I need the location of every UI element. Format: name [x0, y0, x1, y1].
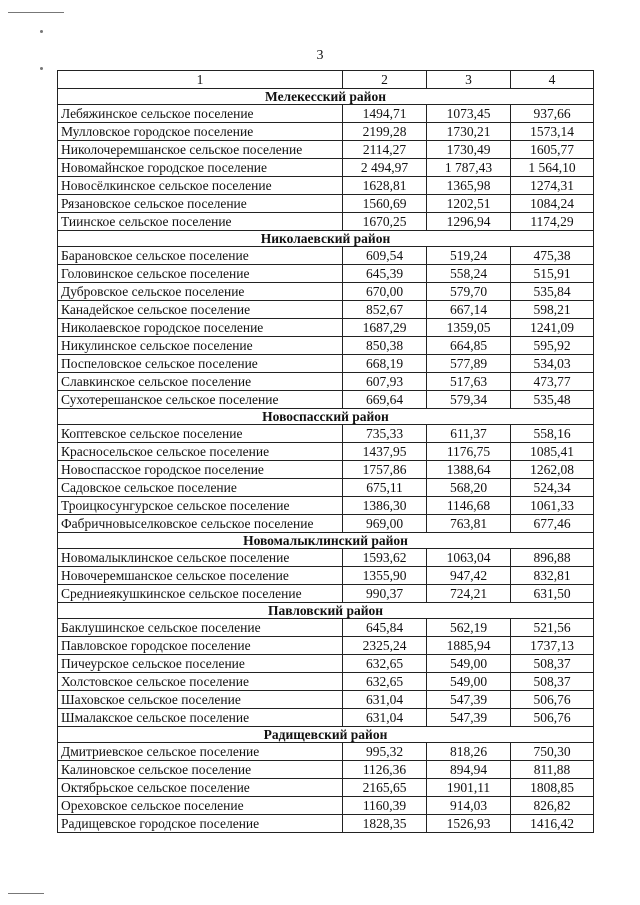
settlement-name-cell: Шмалакское сельское поселение	[58, 709, 343, 727]
table-row	[58, 105, 594, 123]
settlements-table	[57, 70, 594, 833]
district-name: Новоспасский район	[58, 409, 594, 425]
settlement-name-cell: Коптевское сельское поселение	[58, 425, 343, 443]
value-col-2-cell: 607,93	[343, 373, 427, 391]
value-col-3-cell: 611,37	[427, 425, 511, 443]
settlement-name-cell: Мулловское городское поселение	[58, 123, 343, 141]
table-row	[58, 797, 594, 815]
value-col-3-cell: 579,70	[427, 283, 511, 301]
district-name: Мелекесский район	[58, 89, 594, 105]
value-col-4-cell: 1061,33	[511, 497, 594, 515]
value-col-3-cell: 667,14	[427, 301, 511, 319]
value-col-4-cell: 1085,41	[511, 443, 594, 461]
value-col-4-cell: 558,16	[511, 425, 594, 443]
value-col-3-cell: 818,26	[427, 743, 511, 761]
value-col-2-cell: 669,64	[343, 391, 427, 409]
table-row	[58, 815, 594, 833]
value-col-2-cell: 1355,90	[343, 567, 427, 585]
settlement-name-cell: Красносельское сельское поселение	[58, 443, 343, 461]
value-col-2-cell: 1494,71	[343, 105, 427, 123]
value-col-4-cell: 1737,13	[511, 637, 594, 655]
value-col-3-cell: 664,85	[427, 337, 511, 355]
value-col-2-cell: 609,54	[343, 247, 427, 265]
table-row	[58, 479, 594, 497]
value-col-2-cell: 1386,30	[343, 497, 427, 515]
district-header-row	[58, 533, 594, 549]
table-row	[58, 265, 594, 283]
settlement-name-cell: Сухотерешанское сельское поселение	[58, 391, 343, 409]
table-row	[58, 425, 594, 443]
settlement-name-cell: Дубровское сельское поселение	[58, 283, 343, 301]
value-col-2-cell: 2325,24	[343, 637, 427, 655]
table-row	[58, 355, 594, 373]
value-col-2-cell: 852,67	[343, 301, 427, 319]
value-col-2-cell: 675,11	[343, 479, 427, 497]
value-col-3-cell: 549,00	[427, 673, 511, 691]
district-header-row	[58, 603, 594, 619]
value-col-2-cell: 1757,86	[343, 461, 427, 479]
table-row	[58, 213, 594, 231]
table-row	[58, 159, 594, 177]
value-col-3-cell: 914,03	[427, 797, 511, 815]
settlement-name-cell: Павловское городское поселение	[58, 637, 343, 655]
value-col-4-cell: 1174,29	[511, 213, 594, 231]
table-row	[58, 655, 594, 673]
settlement-name-cell: Холстовское сельское поселение	[58, 673, 343, 691]
settlement-name-cell: Пичеурское сельское поселение	[58, 655, 343, 673]
value-col-3-cell: 549,00	[427, 655, 511, 673]
value-col-2-cell: 2199,28	[343, 123, 427, 141]
value-col-2-cell: 2114,27	[343, 141, 427, 159]
value-col-4-cell: 534,03	[511, 355, 594, 373]
value-col-3-cell: 1901,11	[427, 779, 511, 797]
settlement-name-cell: Шаховское сельское поселение	[58, 691, 343, 709]
settlement-name-cell: Новоспасское городское поселение	[58, 461, 343, 479]
value-col-3-cell: 562,19	[427, 619, 511, 637]
value-col-3-cell: 894,94	[427, 761, 511, 779]
table-row	[58, 391, 594, 409]
value-col-2-cell: 2165,65	[343, 779, 427, 797]
value-col-3-cell: 558,24	[427, 265, 511, 283]
value-col-4-cell: 811,88	[511, 761, 594, 779]
scan-mark	[8, 893, 44, 894]
table-row	[58, 585, 594, 603]
page-number: 3	[316, 48, 324, 63]
value-col-3-cell: 1146,68	[427, 497, 511, 515]
table-row	[58, 743, 594, 761]
value-col-2-cell: 1126,36	[343, 761, 427, 779]
settlement-name-cell: Фабричновыселковское сельское поселение	[58, 515, 343, 533]
table-row	[58, 691, 594, 709]
value-col-2-cell: 631,04	[343, 709, 427, 727]
table-row	[58, 373, 594, 391]
settlement-name-cell: Николаевское городское поселение	[58, 319, 343, 337]
value-col-2-cell: 1160,39	[343, 797, 427, 815]
settlement-name-cell: Троицкосунгурское сельское поселение	[58, 497, 343, 515]
value-col-3-cell: 577,89	[427, 355, 511, 373]
header-col-2: 2	[343, 71, 427, 89]
value-col-3-cell: 547,39	[427, 709, 511, 727]
settlement-name-cell: Славкинское сельское поселение	[58, 373, 343, 391]
value-col-2-cell: 969,00	[343, 515, 427, 533]
value-col-4-cell: 1084,24	[511, 195, 594, 213]
settlement-name-cell: Новочеремшанское сельское поселение	[58, 567, 343, 585]
settlement-name-cell: Садовское сельское поселение	[58, 479, 343, 497]
value-col-2-cell: 2 494,97	[343, 159, 427, 177]
value-col-4-cell: 524,34	[511, 479, 594, 497]
value-col-4-cell: 521,56	[511, 619, 594, 637]
table-row	[58, 319, 594, 337]
settlement-name-cell: Головинское сельское поселение	[58, 265, 343, 283]
header-col-4: 4	[511, 71, 594, 89]
value-col-4-cell: 1274,31	[511, 177, 594, 195]
header-col-3: 3	[427, 71, 511, 89]
settlement-name-cell: Баклушинское сельское поселение	[58, 619, 343, 637]
table-row	[58, 301, 594, 319]
settlement-name-cell: Ореховское сельское поселение	[58, 797, 343, 815]
settlement-name-cell: Радищевское городское поселение	[58, 815, 343, 833]
value-col-4-cell: 832,81	[511, 567, 594, 585]
value-col-4-cell: 535,84	[511, 283, 594, 301]
value-col-4-cell: 937,66	[511, 105, 594, 123]
header-col-1: 1	[58, 71, 343, 89]
value-col-2-cell: 645,84	[343, 619, 427, 637]
value-col-4-cell: 1808,85	[511, 779, 594, 797]
table-body	[58, 89, 594, 833]
value-col-3-cell: 568,20	[427, 479, 511, 497]
table-row	[58, 709, 594, 727]
value-col-2-cell: 1628,81	[343, 177, 427, 195]
table-row	[58, 779, 594, 797]
table-row	[58, 461, 594, 479]
value-col-4-cell: 1 564,10	[511, 159, 594, 177]
value-col-3-cell: 519,24	[427, 247, 511, 265]
value-col-3-cell: 517,63	[427, 373, 511, 391]
district-name: Радищевский район	[58, 727, 594, 743]
table-row	[58, 247, 594, 265]
value-col-4-cell: 826,82	[511, 797, 594, 815]
value-col-2-cell: 645,39	[343, 265, 427, 283]
value-col-3-cell: 1365,98	[427, 177, 511, 195]
table-row	[58, 497, 594, 515]
value-col-3-cell: 1296,94	[427, 213, 511, 231]
value-col-2-cell: 632,65	[343, 673, 427, 691]
value-col-4-cell: 475,38	[511, 247, 594, 265]
value-col-2-cell: 1670,25	[343, 213, 427, 231]
value-col-3-cell: 1526,93	[427, 815, 511, 833]
table-row	[58, 283, 594, 301]
settlement-name-cell: Новомайнское городское поселение	[58, 159, 343, 177]
value-col-4-cell: 515,91	[511, 265, 594, 283]
value-col-4-cell: 473,77	[511, 373, 594, 391]
value-col-3-cell: 1885,94	[427, 637, 511, 655]
value-col-3-cell: 1730,21	[427, 123, 511, 141]
value-col-4-cell: 506,76	[511, 709, 594, 727]
table-row	[58, 141, 594, 159]
district-name: Николаевский район	[58, 231, 594, 247]
table-header-row	[58, 71, 594, 89]
district-name: Новомалыклинский район	[58, 533, 594, 549]
table-row	[58, 177, 594, 195]
value-col-3-cell: 1176,75	[427, 443, 511, 461]
table-row	[58, 567, 594, 585]
value-col-4-cell: 677,46	[511, 515, 594, 533]
value-col-2-cell: 995,32	[343, 743, 427, 761]
settlement-name-cell: Лебяжинское сельское поселение	[58, 105, 343, 123]
table-row	[58, 619, 594, 637]
table-row	[58, 761, 594, 779]
value-col-3-cell: 547,39	[427, 691, 511, 709]
value-col-4-cell: 598,21	[511, 301, 594, 319]
settlement-name-cell: Новомалыклинское сельское поселение	[58, 549, 343, 567]
value-col-2-cell: 850,38	[343, 337, 427, 355]
value-col-3-cell: 947,42	[427, 567, 511, 585]
settlement-name-cell: Тиинское сельское поселение	[58, 213, 343, 231]
value-col-2-cell: 1437,95	[343, 443, 427, 461]
value-col-3-cell: 1388,64	[427, 461, 511, 479]
district-header-row	[58, 231, 594, 247]
district-header-row	[58, 409, 594, 425]
value-col-4-cell: 595,92	[511, 337, 594, 355]
value-col-4-cell: 1262,08	[511, 461, 594, 479]
district-name: Павловский район	[58, 603, 594, 619]
table-row	[58, 515, 594, 533]
settlement-name-cell: Никулинское сельское поселение	[58, 337, 343, 355]
value-col-3-cell: 579,34	[427, 391, 511, 409]
value-col-3-cell: 763,81	[427, 515, 511, 533]
value-col-4-cell: 631,50	[511, 585, 594, 603]
value-col-2-cell: 1828,35	[343, 815, 427, 833]
table-row	[58, 443, 594, 461]
table-row	[58, 195, 594, 213]
settlement-name-cell: Николочеремшанское сельское поселение	[58, 141, 343, 159]
settlement-name-cell: Барановское сельское поселение	[58, 247, 343, 265]
table-row	[58, 337, 594, 355]
settlement-name-cell: Средниеякушкинское сельское поселение	[58, 585, 343, 603]
value-col-3-cell: 1 787,43	[427, 159, 511, 177]
value-col-4-cell: 750,30	[511, 743, 594, 761]
value-col-2-cell: 735,33	[343, 425, 427, 443]
scan-mark	[40, 30, 43, 33]
settlement-name-cell: Рязановское сельское поселение	[58, 195, 343, 213]
value-col-3-cell: 1063,04	[427, 549, 511, 567]
value-col-2-cell: 631,04	[343, 691, 427, 709]
district-header-row	[58, 89, 594, 105]
value-col-3-cell: 1202,51	[427, 195, 511, 213]
value-col-4-cell: 1241,09	[511, 319, 594, 337]
settlement-name-cell: Новосёлкинское сельское поселение	[58, 177, 343, 195]
value-col-4-cell: 1416,42	[511, 815, 594, 833]
table-row	[58, 673, 594, 691]
value-col-3-cell: 1073,45	[427, 105, 511, 123]
value-col-3-cell: 724,21	[427, 585, 511, 603]
value-col-2-cell: 670,00	[343, 283, 427, 301]
value-col-3-cell: 1359,05	[427, 319, 511, 337]
value-col-4-cell: 535,48	[511, 391, 594, 409]
value-col-2-cell: 632,65	[343, 655, 427, 673]
table-row	[58, 637, 594, 655]
value-col-3-cell: 1730,49	[427, 141, 511, 159]
value-col-2-cell: 1593,62	[343, 549, 427, 567]
scan-mark	[8, 12, 64, 13]
settlement-name-cell: Поспеловское сельское поселение	[58, 355, 343, 373]
value-col-2-cell: 1687,29	[343, 319, 427, 337]
value-col-4-cell: 1573,14	[511, 123, 594, 141]
settlement-name-cell: Калиновское сельское поселение	[58, 761, 343, 779]
value-col-4-cell: 1605,77	[511, 141, 594, 159]
value-col-4-cell: 896,88	[511, 549, 594, 567]
value-col-2-cell: 990,37	[343, 585, 427, 603]
scan-mark	[40, 67, 43, 70]
district-header-row	[58, 727, 594, 743]
value-col-2-cell: 1560,69	[343, 195, 427, 213]
settlement-name-cell: Канадейское сельское поселение	[58, 301, 343, 319]
value-col-4-cell: 508,37	[511, 655, 594, 673]
settlement-name-cell: Октябрьское сельское поселение	[58, 779, 343, 797]
settlement-name-cell: Дмитриевское сельское поселение	[58, 743, 343, 761]
value-col-4-cell: 506,76	[511, 691, 594, 709]
table-row	[58, 123, 594, 141]
value-col-4-cell: 508,37	[511, 673, 594, 691]
value-col-2-cell: 668,19	[343, 355, 427, 373]
table-row	[58, 549, 594, 567]
